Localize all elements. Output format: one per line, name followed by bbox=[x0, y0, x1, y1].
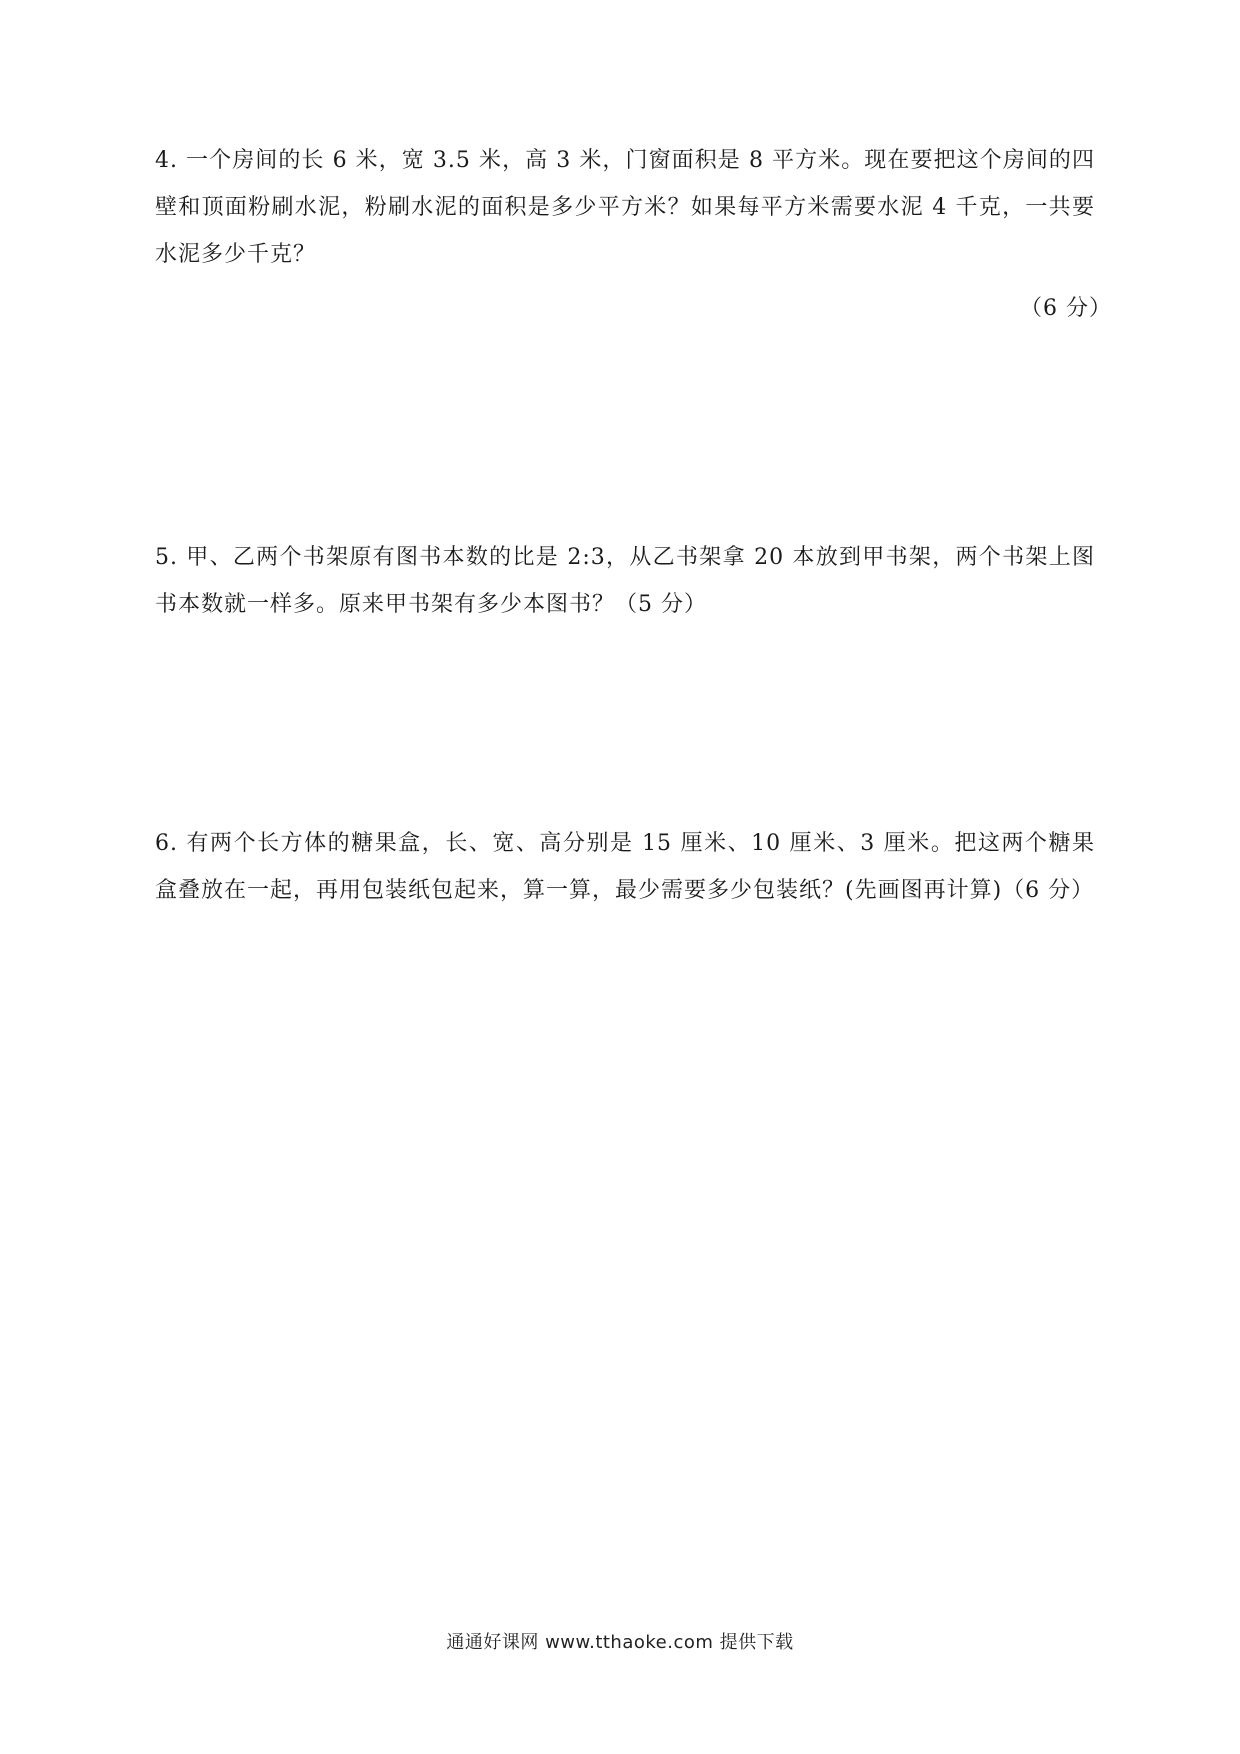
page-footer: 通通好课网 www.tthaoke.com 提供下载 bbox=[446, 1632, 794, 1653]
question-4-text: 4. 一个房间的长 6 米，宽 3.5 米，高 3 米，门窗面积是 8 平方米。现在要把这个房间的四壁和顶面粉刷水泥，粉刷水泥的面积是多少平方米？如果每平方米需要水泥 4 千克，一共要水泥多少千克？ bbox=[155, 148, 1095, 267]
question-5 bbox=[155, 534, 1095, 628]
question-4-score: （6 分） bbox=[1020, 296, 1112, 321]
question-6-text: 6. 有两个长方体的糖果盒，长、宽、高分别是 15 厘米、10 厘米、3 厘米。把这两个糖果盒叠放在一起，再用包装纸包起来，算一算，最少需要多少包装纸？(先画图再计算)（6 分） bbox=[155, 831, 1095, 903]
question-4 bbox=[155, 137, 1095, 278]
question-5-text: 5. 甲、乙两个书架原有图书本数的比是 2:3，从乙书架拿 20 本放到甲书架，两个书架上图书本数就一样多。原来甲书架有多少本图书？（5 分） bbox=[155, 545, 1095, 617]
question-6 bbox=[155, 820, 1095, 914]
